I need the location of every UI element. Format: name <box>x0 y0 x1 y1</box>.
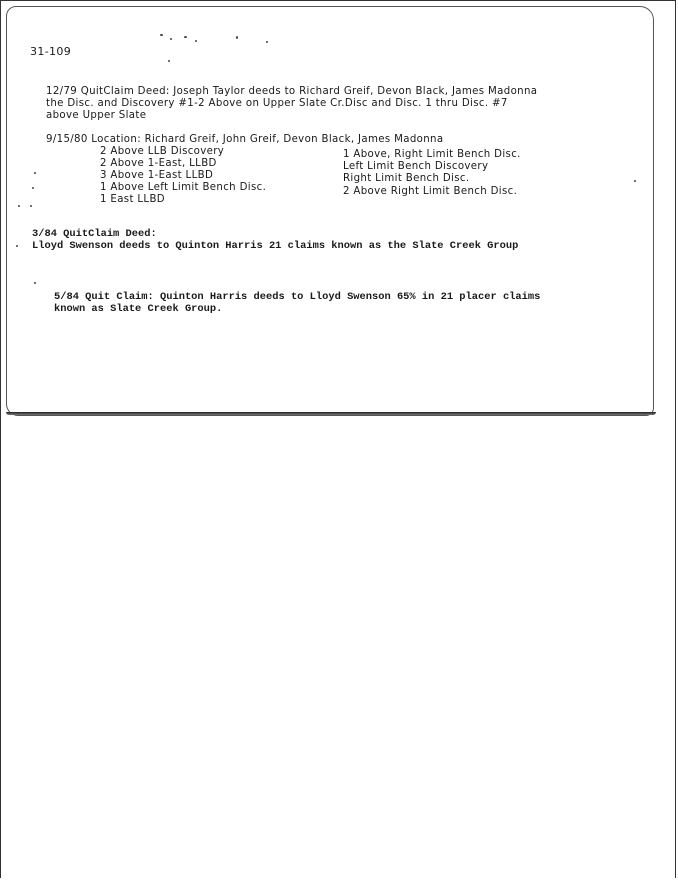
location-right-item: 2 Above Right Limit Bench Disc. <box>343 186 518 197</box>
entry-quitclaim-1979-line-1: 12/79 QuitClaim Deed: Joseph Taylor deeds to Richard Greif, Devon Black, James Madonna <box>46 86 538 97</box>
entry-quitclaim-1979-line-2: the Disc. and Discovery #1-2 Above on Upper Slate Cr.Disc and Disc. 1 thru Disc. #7 <box>46 98 508 109</box>
speck <box>266 41 268 43</box>
speck <box>195 40 197 42</box>
location-left-item: 2 Above LLB Discovery <box>100 146 225 157</box>
speck <box>30 205 32 207</box>
entry-quitclaim-may-1984-line-2: known as Slate Creek Group. <box>54 303 223 315</box>
location-right-item: 1 Above, Right Limit Bench Disc. <box>343 149 521 160</box>
speck <box>18 205 20 207</box>
speck <box>160 34 163 36</box>
entry-quitclaim-1984-header: 3/84 QuitClaim Deed: <box>32 228 157 240</box>
location-left-item: 1 East LLBD <box>100 194 165 205</box>
speck <box>168 60 170 62</box>
card-number: 31-109 <box>30 45 72 58</box>
location-left-item: 2 Above 1-East, LLBD <box>100 158 217 169</box>
speck <box>34 282 36 284</box>
location-left-item: 3 Above 1-East LLBD <box>100 170 214 181</box>
entry-quitclaim-may-1984-line-1: 5/84 Quit Claim: Quinton Harris deeds to Lloyd Swenson 65% in 21 placer claims <box>54 291 541 303</box>
location-left-item: 1 Above Left Limit Bench Disc. <box>100 182 267 193</box>
index-card <box>6 6 654 416</box>
speck <box>32 187 34 189</box>
speck <box>236 36 238 39</box>
entry-quitclaim-1984-body: Lloyd Swenson deeds to Quinton Harris 21 claims known as the Slate Creek Group <box>32 240 519 252</box>
location-right-item: Left Limit Bench Discovery <box>343 161 489 172</box>
entry-location-1980-header: 9/15/80 Location: Richard Greif, John Greif, Devon Black, James Madonna <box>46 134 444 145</box>
speck <box>34 172 36 174</box>
location-right-item: Right Limit Bench Disc. <box>343 173 470 184</box>
speck <box>634 180 636 182</box>
speck <box>184 36 187 38</box>
speck <box>170 38 172 40</box>
entry-quitclaim-1979-line-3: above Upper Slate <box>46 110 147 121</box>
card-bottom-edge <box>6 412 656 415</box>
speck <box>16 245 18 247</box>
